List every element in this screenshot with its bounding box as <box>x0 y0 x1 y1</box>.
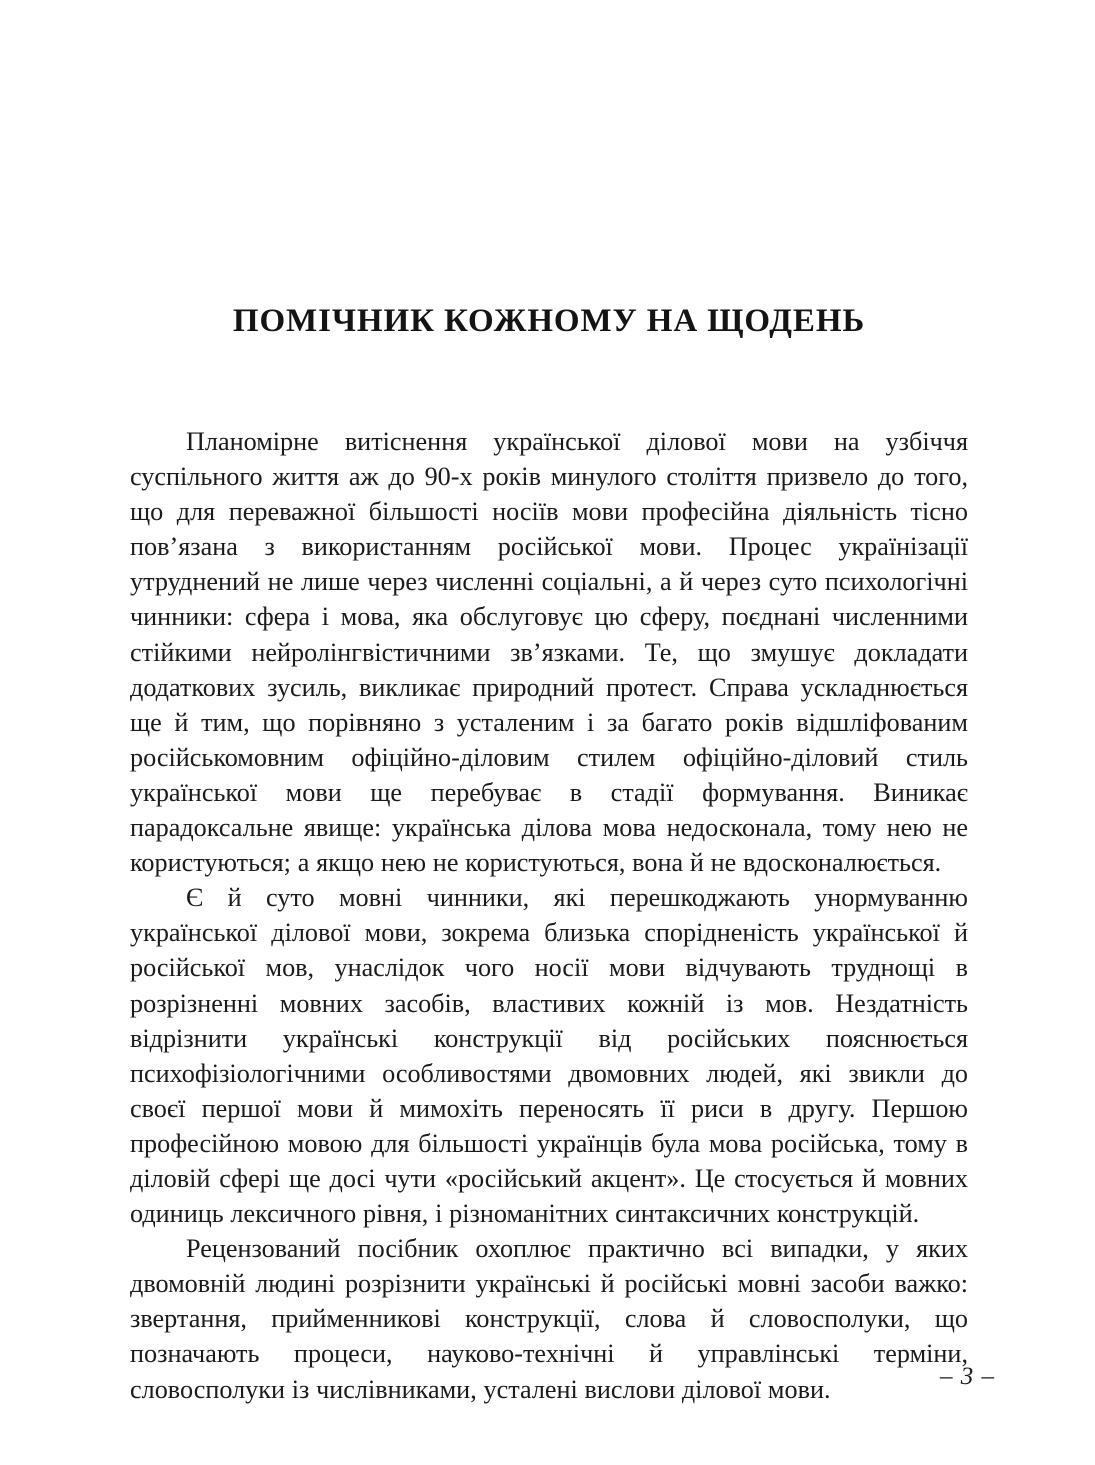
paragraph-2: Є й суто мовні чинники, які перешкоджають унормуванню української ділової мови, зокрема близька спорідненість української й російської мов, унаслідок чого носії мови відчувають труднощі в розрізненні мовних засобів, властивих кожній із мов. Нездатність відрізнити українські конструкції від російських пояснюється психофізіологічними особливостями двомовних людей, які звикли до своєї першої мови й мимохіть переносять її риси в другу. Першою професійною мовою для більшості українців була мова російська, тому в діловій сфері ще досі чути «російський акцент». Це стосується й мовних одиниць лексичного рівня, і різноманітних синтаксичних конструкцій. <box>130 883 968 1229</box>
page-number: – 3 – <box>940 1363 995 1390</box>
paragraph-1: Планомірне витіснення української ділової мови на узбіччя суспільного життя аж до 90-х років минулого століття призвело до того, що для переважної більшості носіїв мови професійна діяльність тісно пов’язана з використанням російської мови. Процес українізації утруднений не лише через численні соціальні, а й через суто психологічні чинники: сфера і мова, яка обслуговує цю сферу, поєднані численними стійкими нейролінгвістичними зв’язками. Те, що змушує докладати додаткових зусиль, викликає природний протест. Справа ускладнюється ще й тим, що порівняно з усталеним і за багато років відшліфованим російськомовним офіційно-діловим стилем офіційно-діловий стиль української мови ще перебуває в стадії формування. Виникає парадоксальне явище: українська ділова мова недосконала, тому нею не користуються; а якщо нею не користуються, вона й не вдосконалюється. <box>130 427 968 878</box>
paragraph-3: Рецензований посібник охоплює практично всі випадки, у яких двомовній людині розрізнити українські й російські мовні засоби важко: звертання, прийменникові конструкції, слова й словосполуки, що позначають процеси, науково-технічні й управлінські терміни, словосполуки із числівниками, усталені вислови ділової мови. <box>130 1234 968 1404</box>
body-text <box>130 424 968 1407</box>
page-title: ПОМІЧНИК КОЖНОМУ НА ЩОДЕНЬ <box>232 303 866 339</box>
